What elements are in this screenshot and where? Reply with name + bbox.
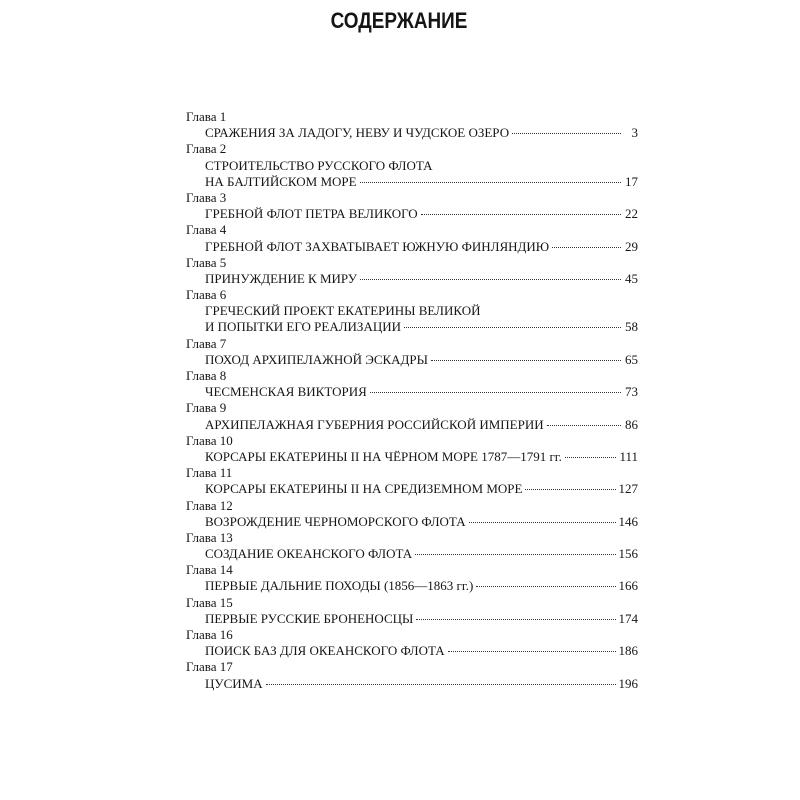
chapter-label: Глава 1 bbox=[186, 109, 227, 124]
dot-leader bbox=[421, 214, 621, 215]
chapter-title: СОЗДАНИЕ ОКЕАНСКОГО ФЛОТА bbox=[205, 546, 413, 562]
chapter-title: КОРСАРЫ ЕКАТЕРИНЫ II НА СРЕДИЗЕМНОМ МОРЕ bbox=[205, 481, 523, 497]
dot-leader bbox=[525, 489, 615, 490]
page-number: 45 bbox=[625, 270, 638, 286]
chapter-label: Глава 6 bbox=[186, 287, 227, 303]
dot-leader bbox=[431, 360, 621, 361]
chapter-title: СТРОИТЕЛЬСТВО РУССКОГО ФЛОТА bbox=[205, 157, 433, 173]
chapter-title: СРАЖЕНИЯ ЗА ЛАДОГУ, НЕВУ И ЧУДСКОЕ ОЗЕРО bbox=[205, 125, 510, 141]
toc-entry bbox=[186, 498, 638, 530]
chapter-title: И ПОПЫТКИ ЕГО РЕАЛИЗАЦИИ bbox=[205, 319, 401, 335]
dot-leader bbox=[476, 586, 615, 587]
page-number: 111 bbox=[619, 448, 638, 464]
toc-entry bbox=[186, 141, 638, 190]
dot-leader bbox=[512, 133, 621, 134]
dot-leader bbox=[415, 554, 615, 555]
table-of-contents bbox=[186, 109, 638, 692]
chapter-title-line bbox=[186, 239, 638, 255]
dot-leader bbox=[360, 182, 621, 183]
chapter-title-line bbox=[186, 643, 638, 659]
right-margin-bar bbox=[662, 0, 800, 800]
chapter-title: ПОХОД АРХИПЕЛАЖНОЙ ЭСКАДРЫ bbox=[205, 351, 428, 367]
toc-entry bbox=[186, 255, 638, 287]
toc-entry bbox=[186, 222, 638, 254]
chapter-title-line bbox=[186, 271, 638, 287]
toc-entry bbox=[186, 109, 638, 141]
chapter-label: Глава 12 bbox=[186, 497, 233, 513]
page-number: 186 bbox=[618, 643, 638, 659]
chapter-title: ПЕРВЫЕ ДАЛЬНИЕ ПОХОДЫ (1856—1863 гг.) bbox=[205, 578, 474, 594]
page-number: 86 bbox=[625, 416, 638, 432]
page-number: 196 bbox=[618, 675, 638, 691]
chapter-title-line bbox=[186, 449, 638, 465]
toc-entry bbox=[186, 368, 638, 400]
chapter-title: ЧЕСМЕНСКАЯ ВИКТОРИЯ bbox=[205, 384, 367, 400]
dot-leader bbox=[416, 619, 615, 620]
chapter-title-line bbox=[186, 481, 638, 497]
chapter-title: АРХИПЕЛАЖНАЯ ГУБЕРНИЯ РОССИЙСКОЙ ИМПЕРИИ bbox=[205, 416, 544, 432]
chapter-title: ГРЕБНОЙ ФЛОТ ЗАХВАТЫВАЕТ ЮЖНУЮ ФИНЛЯНДИЮ bbox=[205, 238, 550, 254]
dot-leader bbox=[360, 279, 621, 280]
chapter-label: Глава 16 bbox=[186, 627, 233, 642]
chapter-title-line bbox=[186, 676, 638, 692]
toc-entry bbox=[186, 530, 638, 562]
chapter-title: ПЕРВЫЕ РУССКИЕ БРОНЕНОСЦЫ bbox=[205, 610, 414, 626]
toc-entry bbox=[186, 287, 638, 336]
chapter-title-line bbox=[186, 174, 638, 190]
chapter-title-line bbox=[186, 319, 638, 335]
chapter-label: Глава 7 bbox=[186, 335, 227, 351]
page-title: СОДЕРЖАНИЕ bbox=[330, 8, 468, 33]
dot-leader bbox=[552, 247, 621, 248]
chapter-title-line bbox=[186, 384, 638, 400]
chapter-label: Глава 9 bbox=[186, 400, 227, 416]
page-number: 17 bbox=[625, 173, 638, 189]
dot-leader bbox=[370, 392, 621, 393]
chapter-title-line bbox=[186, 352, 638, 368]
chapter-label: Глава 14 bbox=[186, 562, 233, 578]
toc-entry bbox=[186, 190, 638, 222]
chapter-label: Глава 17 bbox=[186, 659, 233, 675]
chapter-title: НА БАЛТИЙСКОМ МОРЕ bbox=[205, 173, 357, 189]
page-number: 3 bbox=[631, 125, 638, 141]
chapter-label: Глава 10 bbox=[186, 432, 233, 448]
chapter-label: Глава 13 bbox=[186, 529, 233, 545]
chapter-title-line bbox=[186, 125, 638, 141]
dot-leader bbox=[266, 684, 616, 685]
page-number: 73 bbox=[625, 384, 638, 400]
chapter-label: Глава 4 bbox=[186, 222, 227, 238]
page-number: 65 bbox=[625, 351, 638, 367]
dot-leader bbox=[565, 457, 617, 458]
chapter-title-line bbox=[186, 578, 638, 594]
chapter-label: Глава 11 bbox=[186, 465, 233, 481]
chapter-label: Глава 2 bbox=[186, 141, 227, 157]
page-number: 127 bbox=[618, 481, 638, 497]
page-number: 29 bbox=[625, 238, 638, 254]
chapter-title: ВОЗРОЖДЕНИЕ ЧЕРНОМОРСКОГО ФЛОТА bbox=[205, 513, 466, 529]
toc-entry bbox=[186, 465, 638, 497]
page-number: 146 bbox=[618, 513, 638, 529]
toc-entry bbox=[186, 336, 638, 368]
page-number: 166 bbox=[618, 578, 638, 594]
chapter-title: ЦУСИМА bbox=[205, 675, 263, 691]
dot-leader bbox=[547, 425, 621, 426]
toc-entry bbox=[186, 659, 638, 691]
toc-entry bbox=[186, 627, 638, 659]
toc-entry bbox=[186, 400, 638, 432]
toc-entry bbox=[186, 595, 638, 627]
left-margin-bar bbox=[0, 0, 136, 800]
chapter-title: ПОИСК БАЗ ДЛЯ ОКЕАНСКОГО ФЛОТА bbox=[205, 643, 445, 659]
page-number: 58 bbox=[625, 319, 638, 335]
dot-leader bbox=[448, 651, 616, 652]
chapter-title-line bbox=[186, 158, 638, 174]
chapter-label: Глава 15 bbox=[186, 594, 233, 610]
dot-leader bbox=[469, 522, 616, 523]
chapter-title-line bbox=[186, 303, 638, 319]
chapter-title-line bbox=[186, 546, 638, 562]
page-number: 174 bbox=[618, 610, 638, 626]
chapter-title: ГРЕЧЕСКИЙ ПРОЕКТ ЕКАТЕРИНЫ ВЕЛИКОЙ bbox=[205, 303, 481, 319]
chapter-title: КОРСАРЫ ЕКАТЕРИНЫ II НА ЧЁРНОМ МОРЕ 1787—1791 гг. bbox=[205, 448, 562, 464]
chapter-title-line bbox=[186, 514, 638, 530]
chapter-title: ГРЕБНОЙ ФЛОТ ПЕТРА ВЕЛИКОГО bbox=[205, 206, 418, 222]
page-number: 156 bbox=[618, 546, 638, 562]
page-number: 22 bbox=[625, 206, 638, 222]
toc-entry bbox=[186, 433, 638, 465]
chapter-title-line bbox=[186, 417, 638, 433]
chapter-title-line bbox=[186, 206, 638, 222]
toc-entry bbox=[186, 562, 638, 594]
dot-leader bbox=[404, 327, 621, 328]
chapter-label: Глава 3 bbox=[186, 189, 227, 205]
chapter-title-line bbox=[186, 611, 638, 627]
chapter-title: ПРИНУЖДЕНИЕ К МИРУ bbox=[205, 270, 358, 286]
chapter-label: Глава 5 bbox=[186, 254, 227, 270]
chapter-label: Глава 8 bbox=[186, 368, 227, 383]
